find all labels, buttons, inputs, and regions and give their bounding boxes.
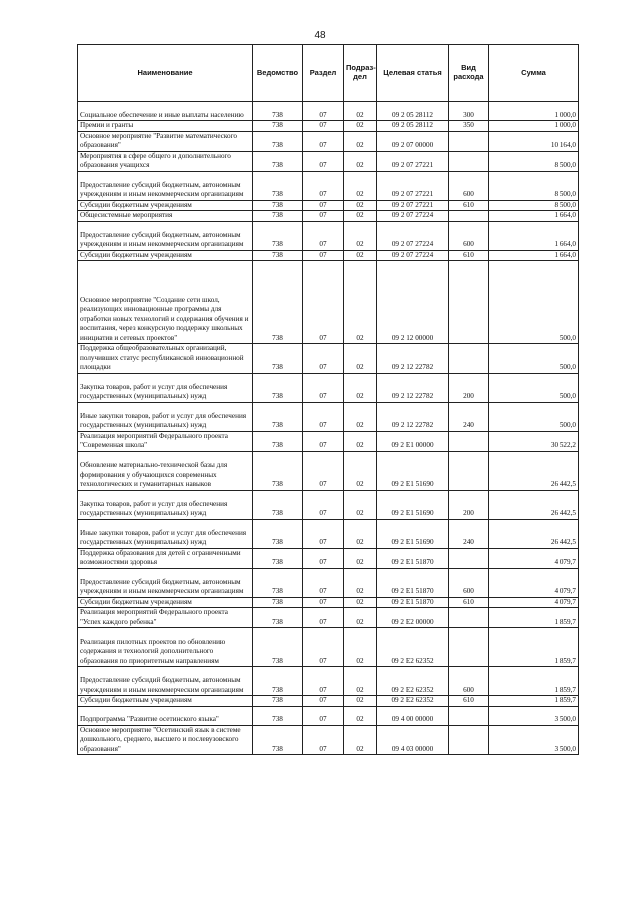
row-department: 738 [253, 250, 303, 261]
row-subsection: 02 [344, 131, 377, 151]
row-expense-type [449, 344, 489, 374]
row-sum: 1 000,0 [489, 121, 579, 132]
row-name: Мероприятия в сфере общего и дополнительного образования учащихся [78, 151, 253, 171]
row-subsection: 02 [344, 706, 377, 725]
table-row [78, 121, 579, 132]
row-section: 07 [303, 608, 344, 628]
row-name: Поддержка общеобразовательных организаций, получивших статус республиканской инновационной площадки [78, 344, 253, 374]
row-department: 738 [253, 519, 303, 548]
row-target-article: 09 2 E2 62352 [377, 696, 449, 707]
header-section: Раздел [303, 45, 344, 102]
header-department: Ведомство [253, 45, 303, 102]
row-section: 07 [303, 451, 344, 490]
row-sum: 1 000,0 [489, 102, 579, 121]
row-department: 738 [253, 121, 303, 132]
row-target-article: 09 2 12 22782 [377, 344, 449, 374]
row-name: Основное мероприятие "Осетинский язык в системе дошкольного, среднего, высшего и послевузовского образования" [78, 725, 253, 755]
row-expense-type: 300 [449, 102, 489, 121]
row-sum: 8 500,0 [489, 171, 579, 200]
row-sum: 1 664,0 [489, 211, 579, 222]
table-row [78, 221, 579, 250]
row-target-article: 09 2 E1 00000 [377, 431, 449, 451]
row-sum: 500,0 [489, 261, 579, 344]
row-sum: 4 079,7 [489, 548, 579, 568]
row-expense-type [449, 451, 489, 490]
page-number: 48 [314, 30, 326, 41]
row-section: 07 [303, 250, 344, 261]
row-target-article: 09 2 07 27224 [377, 221, 449, 250]
row-sum: 1 859,7 [489, 667, 579, 696]
row-department: 738 [253, 451, 303, 490]
row-subsection: 02 [344, 221, 377, 250]
table-row [78, 402, 579, 431]
table-row [78, 344, 579, 374]
header-expense-type: Вид расхода [449, 45, 489, 102]
row-target-article: 09 2 12 00000 [377, 261, 449, 344]
row-department: 738 [253, 261, 303, 344]
row-name: Основное мероприятие "Развитие математического образования" [78, 131, 253, 151]
row-department: 738 [253, 211, 303, 222]
row-target-article: 09 2 07 27221 [377, 171, 449, 200]
row-sum: 1 664,0 [489, 250, 579, 261]
row-subsection: 02 [344, 451, 377, 490]
row-name: Субсидии бюджетным учреждениям [78, 597, 253, 608]
row-sum: 8 500,0 [489, 151, 579, 171]
row-subsection: 02 [344, 121, 377, 132]
row-target-article: 09 2 E2 00000 [377, 608, 449, 628]
row-name: Закупка товаров, работ и услуг для обеспечения государственных (муниципальных) нужд [78, 373, 253, 402]
row-expense-type [449, 211, 489, 222]
table-row [78, 628, 579, 667]
row-section: 07 [303, 706, 344, 725]
row-expense-type: 600 [449, 171, 489, 200]
row-target-article: 09 4 03 00000 [377, 725, 449, 755]
row-name: Основное мероприятие "Создание сети школ, реализующих инновационные программы для отработки новых технологий и содержания обучения и воспитания, через конкурсную поддержку школьных инициатив и сетевых проектов" [78, 261, 253, 344]
row-department: 738 [253, 608, 303, 628]
row-name: Иные закупки товаров, работ и услуг для обеспечения государственных (муниципальных) нужд [78, 402, 253, 431]
table-row [78, 261, 579, 344]
row-department: 738 [253, 725, 303, 755]
row-target-article: 09 4 00 00000 [377, 706, 449, 725]
row-sum: 1 859,7 [489, 608, 579, 628]
row-sum: 1 859,7 [489, 628, 579, 667]
row-expense-type [449, 261, 489, 344]
row-sum: 26 442,5 [489, 451, 579, 490]
row-target-article: 09 2 E1 51870 [377, 568, 449, 597]
row-name: Субсидии бюджетным учреждениям [78, 250, 253, 261]
row-expense-type: 600 [449, 667, 489, 696]
row-department: 738 [253, 568, 303, 597]
table-row [78, 250, 579, 261]
row-target-article: 09 2 07 27224 [377, 211, 449, 222]
table-row [78, 200, 579, 211]
table-row [78, 608, 579, 628]
table-row [78, 706, 579, 725]
table-row [78, 151, 579, 171]
row-sum: 3 500,0 [489, 706, 579, 725]
row-target-article: 09 2 07 27224 [377, 250, 449, 261]
row-sum: 500,0 [489, 402, 579, 431]
row-section: 07 [303, 696, 344, 707]
row-target-article: 09 2 07 27221 [377, 151, 449, 171]
row-name: Субсидии бюджетным учреждениям [78, 696, 253, 707]
row-expense-type: 200 [449, 490, 489, 519]
row-target-article: 09 2 05 28112 [377, 121, 449, 132]
row-section: 07 [303, 102, 344, 121]
budget-table [77, 44, 579, 755]
row-sum: 4 079,7 [489, 597, 579, 608]
table-row [78, 548, 579, 568]
row-section: 07 [303, 725, 344, 755]
row-department: 738 [253, 221, 303, 250]
row-target-article: 09 2 E1 51690 [377, 490, 449, 519]
row-subsection: 02 [344, 171, 377, 200]
row-subsection: 02 [344, 373, 377, 402]
table-row [78, 102, 579, 121]
row-name: Поддержка образования для детей с ограниченными возможностями здоровья [78, 548, 253, 568]
row-name: Обновление материально-технической базы для формирования у обучающихся современных технологических и гуманитарных навыков [78, 451, 253, 490]
row-department: 738 [253, 597, 303, 608]
row-expense-type: 240 [449, 519, 489, 548]
row-expense-type [449, 628, 489, 667]
row-name: Общесистемные мероприятия [78, 211, 253, 222]
table-row [78, 597, 579, 608]
row-section: 07 [303, 131, 344, 151]
row-name: Реализация мероприятий Федерального проекта "Современная школа" [78, 431, 253, 451]
row-name: Предоставление субсидий бюджетным, автономным учреждениям и иным некоммерческим организациям [78, 221, 253, 250]
header-sum: Сумма [489, 45, 579, 102]
table-row [78, 568, 579, 597]
table-row [78, 211, 579, 222]
row-expense-type [449, 725, 489, 755]
row-expense-type: 610 [449, 597, 489, 608]
row-name: Премии и гранты [78, 121, 253, 132]
row-section: 07 [303, 490, 344, 519]
row-name: Подпрограмма "Развитие осетинского языка" [78, 706, 253, 725]
row-department: 738 [253, 171, 303, 200]
row-target-article: 09 2 07 27221 [377, 200, 449, 211]
row-section: 07 [303, 402, 344, 431]
row-section: 07 [303, 519, 344, 548]
header-target-article: Целевая статья [377, 45, 449, 102]
row-name: Закупка товаров, работ и услуг для обеспечения государственных (муниципальных) нужд [78, 490, 253, 519]
row-name: Иные закупки товаров, работ и услуг для обеспечения государственных (муниципальных) нужд [78, 519, 253, 548]
table-row [78, 431, 579, 451]
row-department: 738 [253, 373, 303, 402]
row-subsection: 02 [344, 608, 377, 628]
table-row [78, 696, 579, 707]
row-expense-type [449, 431, 489, 451]
row-name: Предоставление субсидий бюджетным, автономным учреждениям и иным некоммерческим организациям [78, 568, 253, 597]
row-subsection: 02 [344, 519, 377, 548]
table-row [78, 131, 579, 151]
row-target-article: 09 2 12 22782 [377, 402, 449, 431]
row-target-article: 09 2 E1 51870 [377, 548, 449, 568]
row-subsection: 02 [344, 151, 377, 171]
row-expense-type [449, 706, 489, 725]
row-subsection: 02 [344, 696, 377, 707]
row-sum: 1 664,0 [489, 221, 579, 250]
row-subsection: 02 [344, 211, 377, 222]
header-name: Наименование [78, 45, 253, 102]
row-sum: 26 442,5 [489, 519, 579, 548]
row-target-article: 09 2 E1 51690 [377, 519, 449, 548]
row-section: 07 [303, 431, 344, 451]
row-subsection: 02 [344, 261, 377, 344]
row-name: Реализация мероприятий Федерального проекта "Успех каждого ребенка" [78, 608, 253, 628]
table-row [78, 667, 579, 696]
row-section: 07 [303, 200, 344, 211]
row-department: 738 [253, 667, 303, 696]
row-department: 738 [253, 706, 303, 725]
row-target-article: 09 2 05 28112 [377, 102, 449, 121]
row-section: 07 [303, 151, 344, 171]
row-subsection: 02 [344, 490, 377, 519]
row-sum: 500,0 [489, 373, 579, 402]
row-department: 738 [253, 628, 303, 667]
row-name: Предоставление субсидий бюджетным, автономным учреждениям и иным некоммерческим организациям [78, 171, 253, 200]
row-department: 738 [253, 200, 303, 211]
row-name: Субсидии бюджетным учреждениям [78, 200, 253, 211]
row-sum: 500,0 [489, 344, 579, 374]
row-department: 738 [253, 696, 303, 707]
row-section: 07 [303, 597, 344, 608]
row-target-article: 09 2 07 00000 [377, 131, 449, 151]
row-section: 07 [303, 568, 344, 597]
row-section: 07 [303, 121, 344, 132]
table-row [78, 519, 579, 548]
row-subsection: 02 [344, 250, 377, 261]
row-expense-type: 600 [449, 221, 489, 250]
row-department: 738 [253, 490, 303, 519]
row-expense-type: 610 [449, 200, 489, 211]
row-section: 07 [303, 211, 344, 222]
row-section: 07 [303, 221, 344, 250]
row-subsection: 02 [344, 344, 377, 374]
table-row [78, 451, 579, 490]
row-subsection: 02 [344, 200, 377, 211]
header-row [78, 45, 579, 102]
row-subsection: 02 [344, 402, 377, 431]
row-subsection: 02 [344, 431, 377, 451]
row-expense-type [449, 151, 489, 171]
row-section: 07 [303, 667, 344, 696]
row-expense-type [449, 548, 489, 568]
row-section: 07 [303, 261, 344, 344]
row-subsection: 02 [344, 548, 377, 568]
row-sum: 10 164,0 [489, 131, 579, 151]
row-department: 738 [253, 344, 303, 374]
row-section: 07 [303, 344, 344, 374]
row-target-article: 09 2 E2 62352 [377, 628, 449, 667]
row-sum: 8 500,0 [489, 200, 579, 211]
table-row [78, 171, 579, 200]
row-sum: 30 522,2 [489, 431, 579, 451]
row-sum: 4 079,7 [489, 568, 579, 597]
row-sum: 26 442,5 [489, 490, 579, 519]
row-section: 07 [303, 171, 344, 200]
row-expense-type: 350 [449, 121, 489, 132]
row-subsection: 02 [344, 725, 377, 755]
row-department: 738 [253, 402, 303, 431]
row-department: 738 [253, 548, 303, 568]
row-expense-type: 600 [449, 568, 489, 597]
row-target-article: 09 2 E1 51870 [377, 597, 449, 608]
row-department: 738 [253, 131, 303, 151]
row-expense-type: 240 [449, 402, 489, 431]
table-row [78, 725, 579, 755]
row-name: Предоставление субсидий бюджетным, автономным учреждениям и иным некоммерческим организациям [78, 667, 253, 696]
row-expense-type: 610 [449, 696, 489, 707]
row-target-article: 09 2 E1 51690 [377, 451, 449, 490]
row-expense-type [449, 131, 489, 151]
row-department: 738 [253, 102, 303, 121]
row-section: 07 [303, 628, 344, 667]
row-department: 738 [253, 431, 303, 451]
table-row [78, 373, 579, 402]
row-expense-type [449, 608, 489, 628]
row-expense-type: 610 [449, 250, 489, 261]
row-subsection: 02 [344, 597, 377, 608]
row-sum: 1 859,7 [489, 696, 579, 707]
row-subsection: 02 [344, 102, 377, 121]
row-section: 07 [303, 373, 344, 402]
row-department: 738 [253, 151, 303, 171]
table-row [78, 490, 579, 519]
row-name: Социальное обеспечение и иные выплаты населению [78, 102, 253, 121]
row-target-article: 09 2 E2 62352 [377, 667, 449, 696]
row-expense-type: 200 [449, 373, 489, 402]
row-target-article: 09 2 12 22782 [377, 373, 449, 402]
row-name: Реализация пилотных проектов по обновлению содержания и технологий дополнительного образования по приоритетным направлениям [78, 628, 253, 667]
row-subsection: 02 [344, 628, 377, 667]
row-section: 07 [303, 548, 344, 568]
header-subsection: Подраз-дел [344, 45, 377, 102]
row-subsection: 02 [344, 568, 377, 597]
table-body [78, 102, 579, 755]
row-sum: 3 500,0 [489, 725, 579, 755]
row-subsection: 02 [344, 667, 377, 696]
